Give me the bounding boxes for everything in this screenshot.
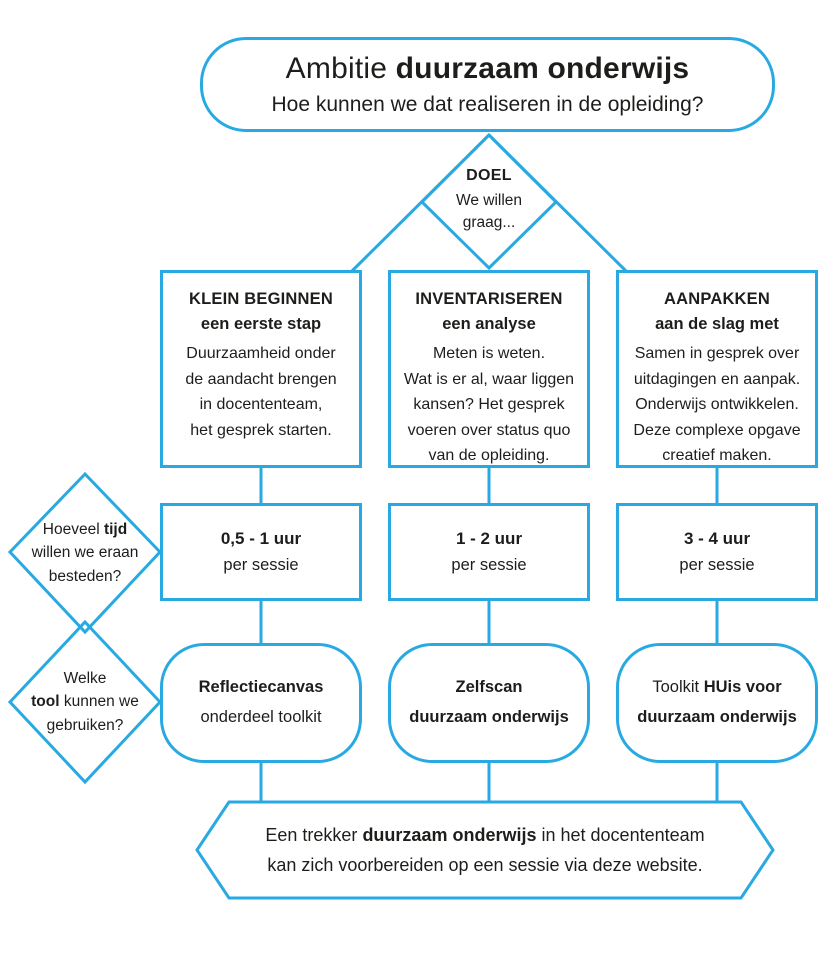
time-box-inventariseren	[388, 503, 590, 601]
tool-name-line: onderdeel toolkit	[200, 708, 322, 726]
question-line: Hoeveel tijd	[42, 521, 128, 538]
question-line: gebruiken?	[46, 716, 124, 734]
time-box-aanpakken	[616, 503, 818, 601]
phase-box-aanpakken	[616, 270, 818, 468]
ambition-banner	[200, 37, 775, 132]
tool-name-bold: Zelfscan	[455, 678, 523, 697]
page-subtitle: Hoe kunnen we dat realiseren in de opleiding?	[271, 93, 704, 116]
time-box-klein-beginnen	[160, 503, 362, 601]
phase-heading: INVENTARISEREN	[415, 290, 563, 308]
tool-name-bold: duurzaam onderwijs	[409, 708, 569, 726]
time-duration: 0,5 - 1 uur	[220, 529, 302, 548]
footer-line: kan zich voorbereiden op een sessie via deze website.	[267, 854, 703, 875]
phase-body-line: Onderwijs ontwikkelen.	[635, 396, 799, 414]
phase-body-line: Duurzaamheid onder	[186, 345, 336, 362]
time-unit: per sessie	[223, 556, 299, 574]
phase-body-line: Deze complexe opgave	[633, 421, 801, 439]
phase-subheading: een analyse	[442, 315, 536, 333]
page-title	[286, 52, 690, 86]
page-title-bold: duurzaam onderwijs	[395, 52, 690, 85]
question-line: Welke	[63, 670, 107, 687]
doel-body: We willen graag...	[455, 192, 523, 232]
time-duration: 3 - 4 uur	[683, 529, 751, 548]
phase-body-line: voeren over status quo	[407, 421, 571, 439]
phase-body-line: creatief maken.	[662, 447, 772, 465]
phase-body-line: van de opleiding.	[428, 447, 550, 465]
phase-subheading: een eerste stap	[200, 315, 322, 333]
time-unit: per sessie	[679, 556, 755, 574]
time-question-text	[20, 518, 150, 588]
phase-body-line: Samen in gesprek over	[634, 345, 800, 362]
phase-box-klein-beginnen	[160, 270, 362, 468]
phase-body-line: Meten is weten.	[432, 345, 546, 362]
phase-body-line: kansen? Het gesprek	[413, 396, 565, 414]
footer-hexagon-text	[215, 821, 755, 881]
phase-heading: KLEIN BEGINNEN	[189, 290, 333, 308]
phase-box-inventariseren	[388, 270, 590, 468]
tool-box-toolkit-huis	[616, 643, 818, 763]
phase-subheading: aan de slag met	[655, 315, 779, 333]
phase-body	[391, 341, 587, 469]
tool-question-text	[20, 667, 150, 737]
tool-name-regular: Toolkit	[652, 678, 700, 697]
tool-box-reflectiecanvas	[160, 643, 362, 763]
tool-name-line	[637, 705, 797, 731]
phase-body-line: de aandacht brengen	[185, 370, 337, 388]
question-line: willen we eraan	[31, 544, 139, 562]
phase-heading: AANPAKKEN	[664, 290, 770, 308]
tool-box-zelfscan	[388, 643, 590, 763]
tool-name-bold: HUis voor	[703, 678, 782, 697]
phase-body	[619, 341, 815, 469]
phase-body-line: in docententeam,	[199, 396, 323, 414]
tool-name-bold: duurzaam onderwijs	[637, 708, 797, 726]
question-line: tool kunnen we	[31, 693, 139, 711]
question-line: besteden?	[48, 567, 122, 585]
phase-body	[163, 341, 359, 443]
page-title-regular: Ambitie	[285, 52, 388, 85]
phase-body-line: uitdagingen en aanpak.	[633, 370, 801, 388]
phase-body-line: het gesprek starten.	[190, 421, 332, 439]
tool-name-line	[409, 705, 569, 731]
doel-label: DOEL	[466, 167, 512, 184]
time-duration: 1 - 2 uur	[455, 529, 523, 548]
tool-name-line	[652, 675, 781, 701]
tool-name-line	[456, 675, 523, 701]
tool-name-line	[199, 675, 324, 701]
doel-diamond-text	[434, 167, 544, 235]
phase-body-line: Wat is er al, waar liggen	[403, 370, 575, 388]
tool-name-bold: Reflectiecanvas	[198, 678, 324, 697]
footer-line: Een trekker duurzaam onderwijs in het docententeam	[265, 825, 705, 845]
time-unit: per sessie	[451, 556, 527, 574]
